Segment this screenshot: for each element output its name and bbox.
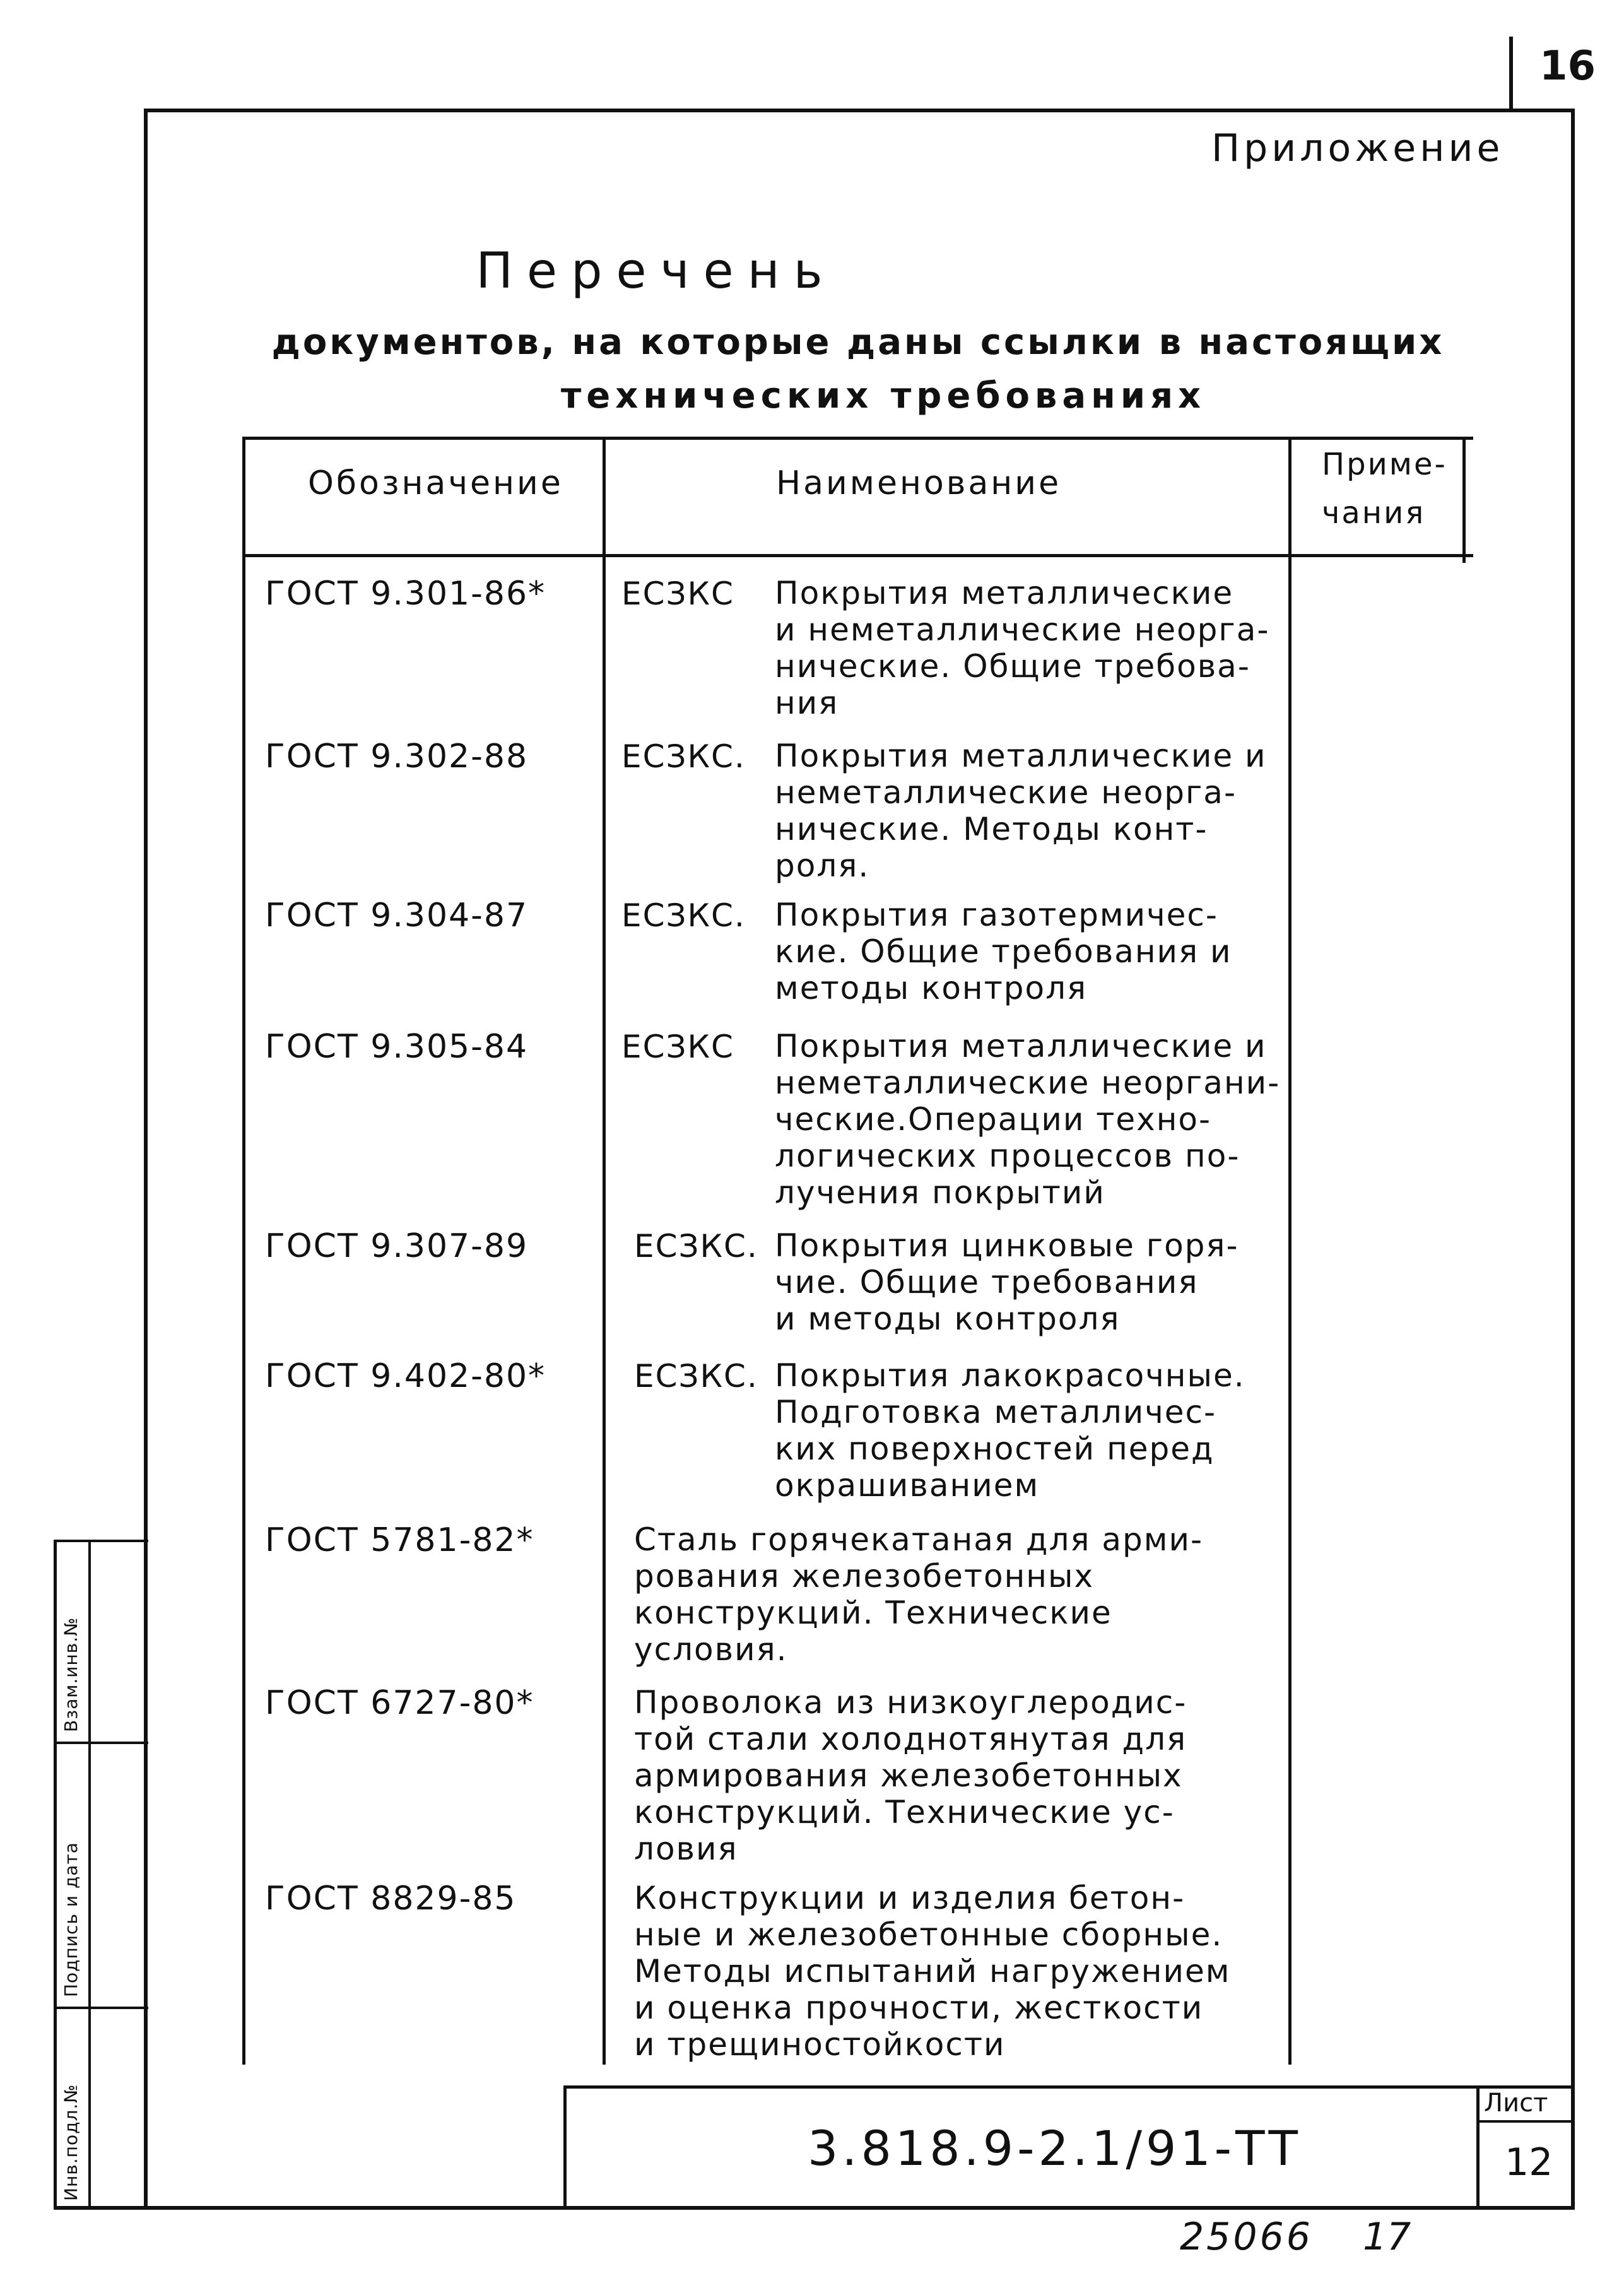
subtitle-line-2: технических требованиях [560, 375, 1206, 416]
row-name-line: условия. [634, 1631, 788, 1668]
frame-top [145, 109, 1574, 112]
row-name-line: неметаллические неоргани- [775, 1064, 1281, 1101]
row-name-line: ные и железобетонные сборные. [634, 1916, 1223, 1953]
stamp-divider-top [54, 1540, 148, 1542]
row-name-line: роля. [775, 847, 870, 884]
header-notes-line-2: чания [1322, 495, 1426, 531]
footer-number-2: 17 [1363, 2215, 1411, 2259]
row-name-line: Покрытия металлические и [775, 1028, 1267, 1064]
row-name-line: Подготовка металличес- [775, 1394, 1217, 1430]
row-name-line: логических процессов по- [775, 1138, 1240, 1174]
row-prefix: ЕСЗКС. [621, 897, 746, 934]
document-code: 3.818.9-2.1/91-ТТ [808, 2120, 1302, 2176]
stamp-left-border [54, 1540, 57, 2210]
appendix-label: Приложение [1211, 126, 1504, 170]
table-col-divider-1 [603, 437, 606, 2065]
row-name-line: ния [775, 685, 839, 721]
row-name-line: и неметаллические неорга- [775, 611, 1270, 648]
row-name-line: лучения покрытий [775, 1174, 1105, 1211]
row-name-line: Конструкции и изделия бетон- [634, 1880, 1186, 1916]
row-name-line: Сталь горячекатаная для арми- [634, 1521, 1204, 1558]
row-name-line: и трещиностойкости [634, 2026, 1006, 2063]
stamp-divider-2 [54, 2007, 148, 2009]
title-block-sheet-row-divider [1476, 2120, 1574, 2123]
row-name-line: неметаллические неорга- [775, 774, 1237, 811]
row-name-line: Покрытия металлические [775, 575, 1234, 611]
header-name: Наименование [776, 464, 1062, 502]
title-block-sheet-divider [1476, 2085, 1480, 2208]
row-name-line: и методы контроля [775, 1300, 1121, 1337]
row-code: ГОСТ 8829-85 [265, 1880, 517, 1918]
row-code: ГОСТ 9.307-89 [265, 1227, 529, 1265]
stamp-signature-date: Подпись и дата [61, 1842, 81, 1997]
table-col-divider-2 [1288, 437, 1292, 2065]
row-code: ГОСТ 6727-80* [265, 1684, 534, 1722]
frame-bottom [54, 2206, 1574, 2210]
subtitle-line-1: документов, на которые даны ссылки в настоящих [271, 322, 1445, 363]
row-code: ГОСТ 9.402-80* [265, 1357, 546, 1395]
stamp-inventory-original: Инв.подл.№ [61, 2084, 81, 2201]
row-prefix: ЕСЗКС. [634, 1358, 758, 1395]
row-prefix: ЕСЗКС [621, 575, 734, 612]
row-name-line: той стали холоднотянутая для [634, 1721, 1187, 1757]
row-name-line: ловия [634, 1831, 738, 1867]
stamp-inventory-exchange: Взам.инв.№ [61, 1617, 81, 1732]
row-name-line: Покрытия цинковые горя- [775, 1227, 1239, 1264]
table-right-border [1462, 437, 1466, 563]
row-name-line: и оценка прочности, жесткости [634, 1990, 1204, 2026]
row-name-line: чие. Общие требования [775, 1264, 1199, 1300]
row-prefix: ЕСЗКС [621, 1029, 734, 1065]
row-name-line: нические. Общие требова- [775, 648, 1250, 685]
row-name-line: ческие.Операции техно- [775, 1101, 1212, 1138]
row-name-line: кие. Общие требования и [775, 933, 1232, 970]
row-name-line: ких поверхностей перед [775, 1430, 1215, 1467]
sheet-number: 12 [1505, 2140, 1553, 2185]
row-code: ГОСТ 5781-82* [265, 1521, 534, 1559]
footer-number: 25066 [1180, 2215, 1313, 2259]
row-name-line: Покрытия газотермичес- [775, 897, 1218, 933]
row-name-line: Проволока из низкоуглеродис- [634, 1684, 1187, 1721]
header-designation: Обозначение [308, 464, 563, 502]
row-code: ГОСТ 9.301-86* [265, 575, 546, 613]
row-name-line: Покрытия лакокрасочные. [775, 1357, 1245, 1394]
row-name-line: нические. Методы конт- [775, 811, 1208, 847]
row-name-line: рования железобетонных [634, 1558, 1095, 1595]
stamp-divider-1 [54, 1742, 148, 1744]
title-block-left [563, 2085, 567, 2208]
page-number: 16 [1539, 43, 1596, 90]
row-name-line: конструкций. Технические ус- [634, 1794, 1175, 1831]
row-name-line: конструкций. Технические [634, 1595, 1112, 1631]
row-prefix: ЕСЗКС. [621, 738, 746, 775]
row-name-line: методы контроля [775, 970, 1088, 1006]
title-block-top [565, 2085, 1574, 2089]
row-prefix: ЕСЗКС. [634, 1228, 758, 1265]
page-number-divider [1509, 37, 1513, 109]
row-name-line: Покрытия металлические и [775, 738, 1267, 774]
row-name-line: Методы испытаний нагружением [634, 1953, 1231, 1990]
header-notes-line-1: Приме- [1322, 447, 1447, 482]
row-code: ГОСТ 9.305-84 [265, 1028, 529, 1066]
row-code: ГОСТ 9.302-88 [265, 738, 529, 775]
sheet-label: Лист [1484, 2089, 1548, 2118]
table-left-border [242, 437, 245, 2065]
row-name-line: окрашиванием [775, 1467, 1040, 1504]
frame-right [1571, 109, 1575, 2210]
stamp-col-divider [88, 1540, 91, 2210]
row-name-line: армирования железобетонных [634, 1757, 1183, 1794]
page-title: Перечень [476, 243, 837, 300]
frame-left [144, 109, 148, 2210]
row-code: ГОСТ 9.304-87 [265, 897, 529, 935]
